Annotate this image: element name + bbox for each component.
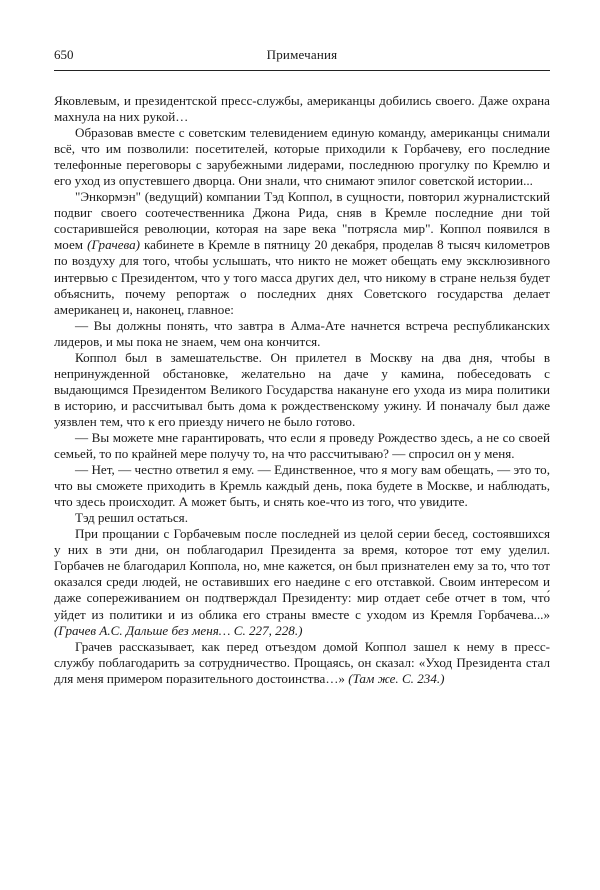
paragraph-7: — Нет, — честно ответил я ему. — Единственное, что я могу вам обещать, — это то, что вы сможете приходить в Кремль каждый день, пока будете в Москве, и наблюдать, что здесь происходит. А может быть, и снять кое-что из того, что увидите. bbox=[54, 462, 550, 510]
paragraph-3-text: "Энкормэн" (ведущий) компании Тэд Коппол, в сущности, повторил журналистский подвиг своего соотечественника Джона Рида, сняв в Кремле последние дни той состарившейся революции, которая на заре века "потрясла мир". Коппол появился в моем bbox=[54, 189, 550, 253]
paragraph-4: — Вы должны понять, что завтра в Алма-Ате начнется встреча республиканских лидеров, и мы пока не знаем, чем она кончится. bbox=[54, 317, 550, 349]
book-page bbox=[54, 0, 550, 890]
paragraph-10 bbox=[54, 639, 550, 687]
paragraph-5: Коппол был в замешательстве. Он прилетел в Москву на два дня, чтобы в непринужденной обстановке, желательно на даче у камина, побеседовать с выдающимся Президентом Великого Государства накануне его ухода из мира политики в историю, и рассчитывал быть дома к рождественскому ужину. И поначалу был даже уязвлен тем, что к его приезду ничего не было готово. bbox=[54, 349, 550, 429]
paragraph-9 bbox=[54, 526, 550, 638]
paragraph-3-text-cont: кабинете в Кремле в пятницу 20 декабря, проделав 8 тысяч километров по воздуху для того, чтобы услышать, что никто не может обещать ему эксклюзивного интервью с Президентом, что у того масса других дел, что никому в стране нельзя будет объяснить, почему репортаж о последних днях Советского государства делает американец и, наконец, главное: bbox=[54, 237, 550, 317]
running-head bbox=[54, 47, 550, 65]
paragraph-3 bbox=[54, 189, 550, 317]
source-citation: (Грачев А.С. Дальше без меня… С. 227, 228.) bbox=[54, 622, 303, 638]
source-citation: (Там же. С. 234.) bbox=[348, 670, 445, 686]
paragraph-1: Яковлевым, и президентской пресс-службы, американцы добились своего. Даже охрана махнула на них рукой… bbox=[54, 93, 550, 125]
notes-body bbox=[54, 93, 550, 687]
paragraph-2: Образовав вместе с советским телевидением единую команду, американцы снимали всё, что им позволили: посетителей, которые приходили к Горбачеву, его последние телефонные переговоры с зарубежными лидерами, последнюю прогулку по Кремлю и его уход из опустевшего дворца. Они знали, что снимают эпилог советской истории... bbox=[54, 125, 550, 189]
author-ref: (Грачева) bbox=[87, 237, 141, 253]
paragraph-6: — Вы можете мне гарантировать, что если я проведу Рождество здесь, а не со своей семьей, то по крайней мере получу то, на что рассчитываю? — спросил он у меня. bbox=[54, 429, 550, 462]
paragraph-8: Тэд решил остаться. bbox=[75, 510, 188, 526]
header-rule bbox=[54, 70, 550, 71]
section-title: Примечания bbox=[266, 47, 338, 62]
page-number: 650 bbox=[54, 47, 74, 62]
paragraph-10-text: Грачев рассказывает, как перед отъездом домой Коппол зашел к нему в пресс-службу поблагодарить за сотрудничество. Прощаясь, он сказал: «Уход Президента стал для меня примером поразительного достоинства…» bbox=[54, 638, 550, 686]
paragraph-9-text: При прощании с Горбачевым после последней из целой серии бесед, состоявшихся у них в эти дни, он поблагодарил Президента за время, которое тот ему уделил. Горбачев не благодарил Коппола, но, мне кажется, он был признателен ему за то, что тот оказался среди людей, не оставивших его наедине с его отставкой. Своим интересом и даже сопереживанием он подтверждал Президенту: мир отдает себе отчет в том, что́ уйдет из политики и из облика его страны вместе с уходом из Кремля Горбачева...» bbox=[54, 526, 550, 622]
